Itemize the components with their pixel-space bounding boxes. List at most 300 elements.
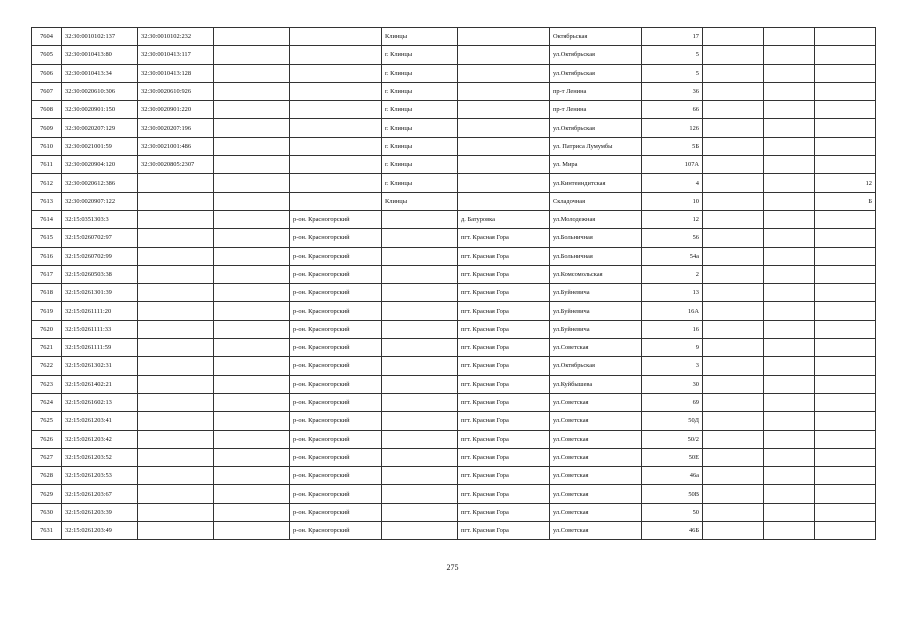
district-cell: р-он. Красногорский	[290, 357, 382, 375]
city-cell: г. Клинцы	[382, 46, 458, 64]
building-cadastral-cell	[138, 229, 214, 247]
district-cell	[290, 28, 382, 46]
district-cell: р-он. Красногорский	[290, 467, 382, 485]
table-row	[32, 375, 876, 393]
building-cadastral-cell: 32:30:0020805:2307	[138, 156, 214, 174]
street-cell: ул.Октябрьская	[550, 119, 642, 137]
blank-cell	[764, 82, 815, 100]
building-letter-cell	[815, 430, 876, 448]
city-cell: г. Клинцы	[382, 64, 458, 82]
city-cell: г. Клинцы	[382, 119, 458, 137]
city-cell	[382, 284, 458, 302]
district-cell	[290, 82, 382, 100]
cadastral-number-cell: 32:30:0020207:129	[62, 119, 138, 137]
cadastral-number-cell: 32:15:0261203:67	[62, 485, 138, 503]
table-row	[32, 46, 876, 64]
blank-cell	[214, 137, 290, 155]
street-cell: ул.Советская	[550, 485, 642, 503]
house-number-cell: 36	[642, 82, 703, 100]
house-number-cell: 5	[642, 64, 703, 82]
table-row	[32, 430, 876, 448]
table-row	[32, 448, 876, 466]
blank-cell	[703, 302, 764, 320]
table-row	[32, 192, 876, 210]
street-cell: ул.Больничная	[550, 247, 642, 265]
building-cadastral-cell: 32:30:0010413:128	[138, 64, 214, 82]
city-cell: г. Клинцы	[382, 137, 458, 155]
blank-cell	[703, 247, 764, 265]
street-cell: ул.Молодежная	[550, 210, 642, 228]
district-cell: р-он. Красногорский	[290, 503, 382, 521]
building-letter-cell	[815, 412, 876, 430]
building-letter-cell	[815, 265, 876, 283]
blank-cell	[764, 448, 815, 466]
building-cadastral-cell	[138, 192, 214, 210]
house-number-cell: 46Б	[642, 522, 703, 540]
locality-cell	[458, 192, 550, 210]
cadastral-number-cell: 32:15:0261302:31	[62, 357, 138, 375]
blank-cell	[214, 375, 290, 393]
house-number-cell: 56	[642, 229, 703, 247]
blank-cell	[214, 503, 290, 521]
city-cell	[382, 467, 458, 485]
table-row	[32, 467, 876, 485]
table-row	[32, 247, 876, 265]
blank-cell	[703, 192, 764, 210]
locality-cell	[458, 64, 550, 82]
blank-cell	[214, 247, 290, 265]
house-number-cell: 66	[642, 101, 703, 119]
building-cadastral-cell	[138, 503, 214, 521]
cadastral-number-cell: 32:30:0020612:386	[62, 174, 138, 192]
house-number-cell: 107А	[642, 156, 703, 174]
locality-cell: пгт. Красная Гора	[458, 302, 550, 320]
blank-cell	[764, 64, 815, 82]
city-cell: г. Клинцы	[382, 174, 458, 192]
street-cell: ул.Больничная	[550, 229, 642, 247]
house-number-cell: 10	[642, 192, 703, 210]
blank-cell	[764, 302, 815, 320]
house-number-cell: 4	[642, 174, 703, 192]
city-cell	[382, 485, 458, 503]
blank-cell	[703, 64, 764, 82]
locality-cell: пгт. Красная Гора	[458, 467, 550, 485]
table-row	[32, 522, 876, 540]
district-cell: р-он. Красногорский	[290, 430, 382, 448]
building-cadastral-cell	[138, 320, 214, 338]
city-cell	[382, 412, 458, 430]
cadastral-number-cell: 32:30:0010413:80	[62, 46, 138, 64]
city-cell: г. Клинцы	[382, 101, 458, 119]
blank-cell	[703, 284, 764, 302]
building-cadastral-cell: 32:30:0010413:117	[138, 46, 214, 64]
house-number-cell: 50Д	[642, 412, 703, 430]
locality-cell	[458, 174, 550, 192]
house-number-cell: 3	[642, 357, 703, 375]
row-number-cell: 7625	[32, 412, 62, 430]
blank-cell	[703, 393, 764, 411]
street-cell: ул.Советская	[550, 393, 642, 411]
district-cell: р-он. Красногорский	[290, 522, 382, 540]
building-letter-cell	[815, 210, 876, 228]
building-cadastral-cell	[138, 430, 214, 448]
district-cell: р-он. Красногорский	[290, 393, 382, 411]
table-row	[32, 64, 876, 82]
street-cell: ул.Октябрьская	[550, 357, 642, 375]
house-number-cell: 5	[642, 46, 703, 64]
table-row	[32, 485, 876, 503]
table-row	[32, 28, 876, 46]
blank-cell	[764, 119, 815, 137]
row-number-cell: 7628	[32, 467, 62, 485]
building-cadastral-cell	[138, 467, 214, 485]
city-cell	[382, 522, 458, 540]
house-number-cell: 69	[642, 393, 703, 411]
building-letter-cell	[815, 320, 876, 338]
building-letter-cell	[815, 357, 876, 375]
blank-cell	[764, 393, 815, 411]
blank-cell	[764, 430, 815, 448]
table-row	[32, 101, 876, 119]
blank-cell	[703, 320, 764, 338]
building-letter-cell	[815, 485, 876, 503]
district-cell: р-он. Красногорский	[290, 320, 382, 338]
building-letter-cell	[815, 375, 876, 393]
row-number-cell: 7608	[32, 101, 62, 119]
cadastral-number-cell: 32:15:0260702:99	[62, 247, 138, 265]
building-cadastral-cell	[138, 357, 214, 375]
blank-cell	[764, 522, 815, 540]
blank-cell	[703, 82, 764, 100]
blank-cell	[703, 448, 764, 466]
city-cell	[382, 302, 458, 320]
row-number-cell: 7617	[32, 265, 62, 283]
row-number-cell: 7604	[32, 28, 62, 46]
building-letter-cell: 12	[815, 174, 876, 192]
street-cell: ул.Советская	[550, 522, 642, 540]
blank-cell	[214, 320, 290, 338]
street-cell: ул.Советская	[550, 503, 642, 521]
blank-cell	[703, 357, 764, 375]
row-number-cell: 7607	[32, 82, 62, 100]
house-number-cell: 16А	[642, 302, 703, 320]
locality-cell	[458, 101, 550, 119]
cadastral-number-cell: 32:15:0261111:20	[62, 302, 138, 320]
building-letter-cell	[815, 503, 876, 521]
blank-cell	[764, 247, 815, 265]
street-cell: пр-т Ленина	[550, 82, 642, 100]
city-cell	[382, 503, 458, 521]
blank-cell	[214, 210, 290, 228]
page-number: 275	[446, 563, 459, 572]
table-row	[32, 210, 876, 228]
house-number-cell: 50	[642, 503, 703, 521]
blank-cell	[764, 137, 815, 155]
building-letter-cell	[815, 229, 876, 247]
blank-cell	[764, 339, 815, 357]
street-cell: ул.Буйневича	[550, 302, 642, 320]
cadastral-number-cell: 32:15:0261111:33	[62, 320, 138, 338]
table-row	[32, 284, 876, 302]
blank-cell	[214, 119, 290, 137]
building-cadastral-cell	[138, 393, 214, 411]
cadastral-number-cell: 32:15:0261402:21	[62, 375, 138, 393]
blank-cell	[703, 46, 764, 64]
cadastral-number-cell: 32:30:0010102:137	[62, 28, 138, 46]
cadastral-number-cell: 32:30:0020904:120	[62, 156, 138, 174]
blank-cell	[703, 229, 764, 247]
city-cell: г. Клинцы	[382, 156, 458, 174]
blank-cell	[764, 485, 815, 503]
city-cell	[382, 375, 458, 393]
street-cell: ул.Советская	[550, 339, 642, 357]
blank-cell	[214, 174, 290, 192]
city-cell	[382, 320, 458, 338]
building-letter-cell	[815, 137, 876, 155]
street-cell: ул.Комсомольская	[550, 265, 642, 283]
row-number-cell: 7614	[32, 210, 62, 228]
row-number-cell: 7627	[32, 448, 62, 466]
locality-cell: пгт. Красная Гора	[458, 247, 550, 265]
district-cell: р-он. Красногорский	[290, 375, 382, 393]
row-number-cell: 7609	[32, 119, 62, 137]
building-cadastral-cell: 32:30:0020901:220	[138, 101, 214, 119]
building-letter-cell	[815, 82, 876, 100]
row-number-cell: 7630	[32, 503, 62, 521]
street-cell: ул.Буйневича	[550, 284, 642, 302]
blank-cell	[703, 522, 764, 540]
cadastral-number-cell: 32:30:0021001:59	[62, 137, 138, 155]
cadastral-number-cell: 32:30:0010413:34	[62, 64, 138, 82]
building-letter-cell	[815, 46, 876, 64]
blank-cell	[214, 64, 290, 82]
house-number-cell: 2	[642, 265, 703, 283]
city-cell: Клинцы	[382, 28, 458, 46]
building-letter-cell	[815, 393, 876, 411]
city-cell: г. Клинцы	[382, 82, 458, 100]
blank-cell	[703, 265, 764, 283]
street-cell: ул.Советская	[550, 412, 642, 430]
row-number-cell: 7622	[32, 357, 62, 375]
table-row	[32, 156, 876, 174]
locality-cell	[458, 156, 550, 174]
cadastral-number-cell: 32:15:0261111:59	[62, 339, 138, 357]
locality-cell: пгт. Красная Гора	[458, 393, 550, 411]
blank-cell	[214, 393, 290, 411]
blank-cell	[214, 284, 290, 302]
cadastral-number-cell: 32:15:0261203:49	[62, 522, 138, 540]
blank-cell	[703, 174, 764, 192]
blank-cell	[764, 375, 815, 393]
locality-cell: пгт. Красная Гора	[458, 265, 550, 283]
cadastral-number-cell: 32:15:0261203:39	[62, 503, 138, 521]
blank-cell	[764, 265, 815, 283]
building-cadastral-cell	[138, 375, 214, 393]
row-number-cell: 7611	[32, 156, 62, 174]
table-row	[32, 229, 876, 247]
house-number-cell: 50Е	[642, 448, 703, 466]
street-cell: ул.Советская	[550, 448, 642, 466]
building-cadastral-cell	[138, 302, 214, 320]
house-number-cell: 16	[642, 320, 703, 338]
street-cell: ул.Октябрьская	[550, 46, 642, 64]
street-cell: ул. Патриса Лумумбы	[550, 137, 642, 155]
cadastral-number-cell: 32:15:0260503:38	[62, 265, 138, 283]
city-cell	[382, 448, 458, 466]
building-letter-cell	[815, 119, 876, 137]
blank-cell	[214, 448, 290, 466]
locality-cell: д. Батуровка	[458, 210, 550, 228]
blank-cell	[703, 119, 764, 137]
house-number-cell: 17	[642, 28, 703, 46]
blank-cell	[764, 101, 815, 119]
district-cell	[290, 46, 382, 64]
district-cell	[290, 192, 382, 210]
row-number-cell: 7606	[32, 64, 62, 82]
building-cadastral-cell	[138, 284, 214, 302]
row-number-cell: 7616	[32, 247, 62, 265]
building-letter-cell	[815, 467, 876, 485]
table-row	[32, 82, 876, 100]
blank-cell	[764, 46, 815, 64]
street-cell: ул.Советская	[550, 467, 642, 485]
blank-cell	[703, 28, 764, 46]
blank-cell	[214, 192, 290, 210]
cadastral-number-cell: 32:15:0261203:52	[62, 448, 138, 466]
row-number-cell: 7610	[32, 137, 62, 155]
district-cell: р-он. Красногорский	[290, 247, 382, 265]
table-row	[32, 119, 876, 137]
building-cadastral-cell	[138, 448, 214, 466]
street-cell: Складочная	[550, 192, 642, 210]
building-letter-cell	[815, 284, 876, 302]
building-cadastral-cell: 32:30:0010102:232	[138, 28, 214, 46]
city-cell	[382, 339, 458, 357]
building-cadastral-cell: 32:30:0020207:196	[138, 119, 214, 137]
blank-cell	[703, 467, 764, 485]
city-cell: Клинцы	[382, 192, 458, 210]
row-number-cell: 7626	[32, 430, 62, 448]
city-cell	[382, 247, 458, 265]
city-cell	[382, 393, 458, 411]
street-cell: пр-т Ленина	[550, 101, 642, 119]
city-cell	[382, 430, 458, 448]
row-number-cell: 7629	[32, 485, 62, 503]
blank-cell	[703, 485, 764, 503]
blank-cell	[764, 467, 815, 485]
district-cell: р-он. Красногорский	[290, 485, 382, 503]
district-cell	[290, 119, 382, 137]
blank-cell	[214, 82, 290, 100]
house-number-cell: 12	[642, 210, 703, 228]
district-cell	[290, 174, 382, 192]
house-number-cell: 9	[642, 339, 703, 357]
row-number-cell: 7624	[32, 393, 62, 411]
row-number-cell: 7612	[32, 174, 62, 192]
blank-cell	[703, 339, 764, 357]
blank-cell	[764, 284, 815, 302]
blank-cell	[764, 503, 815, 521]
locality-cell: пгт. Красная Гора	[458, 448, 550, 466]
district-cell: р-он. Красногорский	[290, 412, 382, 430]
table-row	[32, 393, 876, 411]
blank-cell	[214, 430, 290, 448]
building-cadastral-cell	[138, 522, 214, 540]
blank-cell	[214, 101, 290, 119]
building-cadastral-cell	[138, 485, 214, 503]
city-cell	[382, 357, 458, 375]
building-letter-cell	[815, 448, 876, 466]
row-number-cell: 7605	[32, 46, 62, 64]
locality-cell	[458, 119, 550, 137]
blank-cell	[214, 302, 290, 320]
house-number-cell: 30	[642, 375, 703, 393]
row-number-cell: 7619	[32, 302, 62, 320]
street-cell: ул.Октябрьская	[550, 64, 642, 82]
blank-cell	[703, 430, 764, 448]
district-cell: р-он. Красногорский	[290, 302, 382, 320]
locality-cell	[458, 137, 550, 155]
blank-cell	[764, 320, 815, 338]
district-cell	[290, 64, 382, 82]
blank-cell	[703, 137, 764, 155]
building-letter-cell: Б	[815, 192, 876, 210]
locality-cell: пгт. Красная Гора	[458, 485, 550, 503]
house-number-cell: 126	[642, 119, 703, 137]
building-letter-cell	[815, 101, 876, 119]
building-letter-cell	[815, 522, 876, 540]
building-cadastral-cell	[138, 339, 214, 357]
building-letter-cell	[815, 339, 876, 357]
district-cell	[290, 137, 382, 155]
cadastral-number-cell: 32:30:0020901:150	[62, 101, 138, 119]
street-cell: ул.Советская	[550, 430, 642, 448]
building-cadastral-cell	[138, 210, 214, 228]
house-number-cell: 5Б	[642, 137, 703, 155]
blank-cell	[764, 357, 815, 375]
row-number-cell: 7621	[32, 339, 62, 357]
district-cell: р-он. Красногорский	[290, 265, 382, 283]
street-cell: ул.Буйневича	[550, 320, 642, 338]
locality-cell: пгт. Красная Гора	[458, 339, 550, 357]
blank-cell	[214, 229, 290, 247]
locality-cell	[458, 82, 550, 100]
locality-cell: пгт. Красная Гора	[458, 229, 550, 247]
locality-cell: пгт. Красная Гора	[458, 522, 550, 540]
row-number-cell: 7620	[32, 320, 62, 338]
locality-cell: пгт. Красная Гора	[458, 284, 550, 302]
house-number-cell: 50/2	[642, 430, 703, 448]
street-cell: ул. Мира	[550, 156, 642, 174]
blank-cell	[214, 46, 290, 64]
blank-cell	[214, 412, 290, 430]
table-row	[32, 503, 876, 521]
row-number-cell: 7623	[32, 375, 62, 393]
street-cell: ул.Кинтеиндитская	[550, 174, 642, 192]
table-row	[32, 357, 876, 375]
cadastral-number-cell: 32:15:0261203:41	[62, 412, 138, 430]
table-row	[32, 302, 876, 320]
locality-cell: пгт. Красная Гора	[458, 503, 550, 521]
cadastral-number-cell: 32:15:0261301:39	[62, 284, 138, 302]
city-cell	[382, 210, 458, 228]
district-cell: р-он. Красногорский	[290, 210, 382, 228]
building-cadastral-cell	[138, 174, 214, 192]
cadastral-number-cell: 32:30:0020907:122	[62, 192, 138, 210]
blank-cell	[214, 357, 290, 375]
blank-cell	[214, 485, 290, 503]
city-cell	[382, 265, 458, 283]
